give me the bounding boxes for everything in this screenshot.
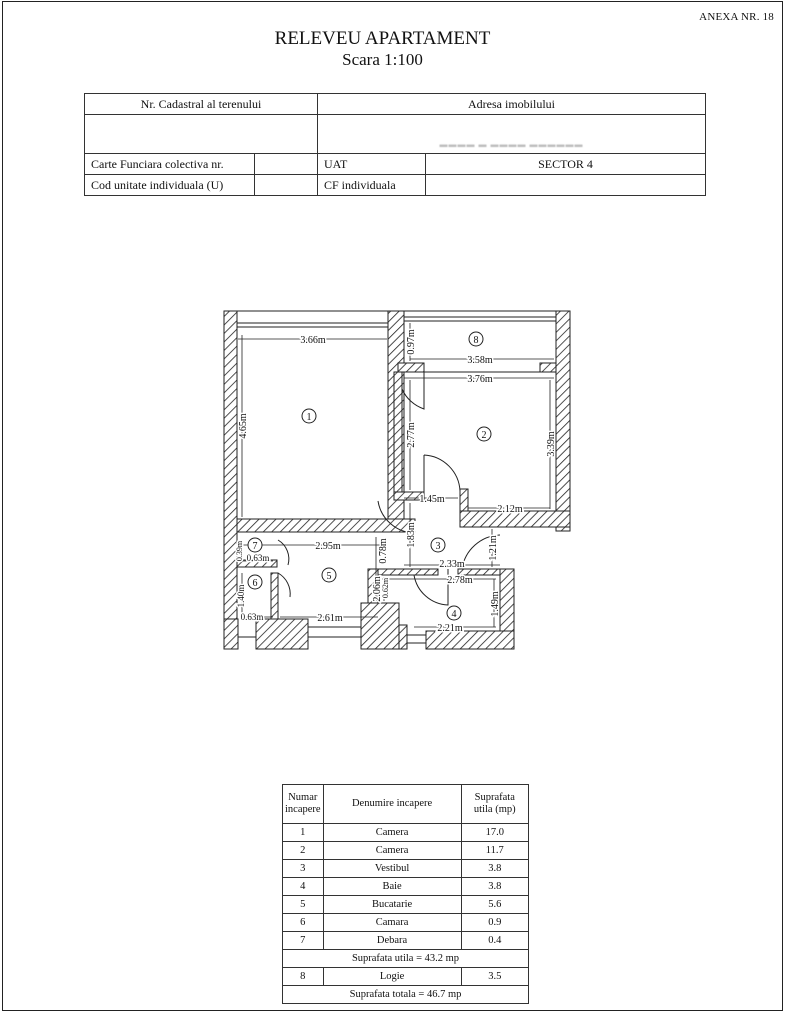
rooms-area-table: [282, 784, 529, 1004]
dim-r8-width: 3.58m: [467, 355, 493, 366]
dim-r1-height: 4.65m: [238, 413, 249, 439]
cf-individuala-label: CF individuala: [318, 175, 426, 196]
property-info-table: [84, 93, 706, 196]
dim-r3-bottom-width: 2.33m: [439, 559, 465, 570]
address-label: Adresa imobilului: [318, 94, 706, 115]
annex-label: ANEXA NR. 18: [699, 11, 774, 23]
cadastral-value: [85, 115, 318, 154]
dim-r6-height: 1.40m: [236, 584, 246, 608]
dim-r2-width: 3.76m: [467, 374, 493, 385]
dim-r2-left-height: 2.77m: [406, 422, 417, 448]
table-row: 3 Vestibul 3.8: [283, 860, 529, 878]
cf-individuala-value: [426, 175, 706, 196]
subtotal-useful-area: Suprafata utila = 43.2 mp: [283, 950, 529, 968]
floor-plan: [218, 305, 578, 655]
room-marker-4: 4: [451, 609, 457, 620]
room-marker-3: 3: [435, 541, 441, 552]
cod-unitate-label: Cod unitate individuala (U): [85, 175, 255, 196]
cadastral-label: Nr. Cadastral al terenului: [85, 94, 318, 115]
dim-r5-height: 2.06m: [372, 576, 383, 602]
header-room-area: Suprafata utila (mp): [461, 785, 528, 824]
room-marker-6: 6: [252, 578, 258, 589]
header-room-name: Denumire incapere: [323, 785, 461, 824]
uat-value: SECTOR 4: [426, 154, 706, 175]
dim-r5-width: 2.95m: [315, 541, 341, 552]
table-row: 1 Camera 17.0: [283, 824, 529, 842]
total-area: Suprafata totala = 46.7 mp: [283, 986, 529, 1004]
dim-r1-width: 3.66m: [300, 335, 326, 346]
scale-label: Scara 1:100: [342, 50, 423, 69]
header-room-number: Numar incapere: [283, 785, 324, 824]
dim-r7-height: 0.39m: [235, 540, 244, 562]
dim-r8-depth: 0.97m: [406, 329, 417, 355]
dim-r7-width: 0.63m: [246, 553, 270, 563]
room-marker-7: 7: [252, 541, 258, 552]
dim-r6-width: 0.63m: [240, 612, 264, 622]
uat-label: UAT: [318, 154, 426, 175]
table-row: 7 Debara 0.4: [283, 932, 529, 950]
dim-r2-right-height: 3.39m: [546, 431, 557, 457]
address-value: ▬▬▬▬ ▬ ▬▬▬▬ ▬▬▬▬▬▬: [318, 115, 706, 154]
document-title: RELEVEU APARTAMENT: [274, 28, 491, 49]
dim-r4-width: 2.78m: [447, 575, 473, 586]
cod-unitate-value: [255, 175, 318, 196]
dim-r4-bottom-width: 2.21m: [437, 623, 463, 634]
room-marker-1: 1: [306, 412, 312, 423]
table-row: 8 Logie 3.5: [283, 968, 529, 986]
dim-r4-niche: 0.62m: [381, 577, 390, 599]
room-marker-2: 2: [481, 430, 487, 441]
carte-funciara-value: [255, 154, 318, 175]
dim-r3-right: 1.21m: [488, 535, 499, 561]
room-marker-5: 5: [326, 571, 332, 582]
table-row: 5 Bucatarie 5.6: [283, 896, 529, 914]
dim-r2-bottom-right: 2.12m: [497, 504, 523, 515]
room-marker-8: 8: [473, 335, 479, 346]
dim-r3-top-width: 1.45m: [419, 494, 445, 505]
dim-r3-door-gap: 0.78m: [378, 538, 389, 564]
table-row: 4 Baie 3.8: [283, 878, 529, 896]
dim-r5-bottom-width: 2.61m: [317, 613, 343, 624]
table-row: 6 Camara 0.9: [283, 914, 529, 932]
dim-r3-height: 1.83m: [406, 522, 417, 548]
carte-funciara-label: Carte Funciara colectiva nr.: [85, 154, 255, 175]
dim-r4-height: 1.49m: [490, 591, 501, 617]
table-row: 2 Camera 11.7: [283, 842, 529, 860]
